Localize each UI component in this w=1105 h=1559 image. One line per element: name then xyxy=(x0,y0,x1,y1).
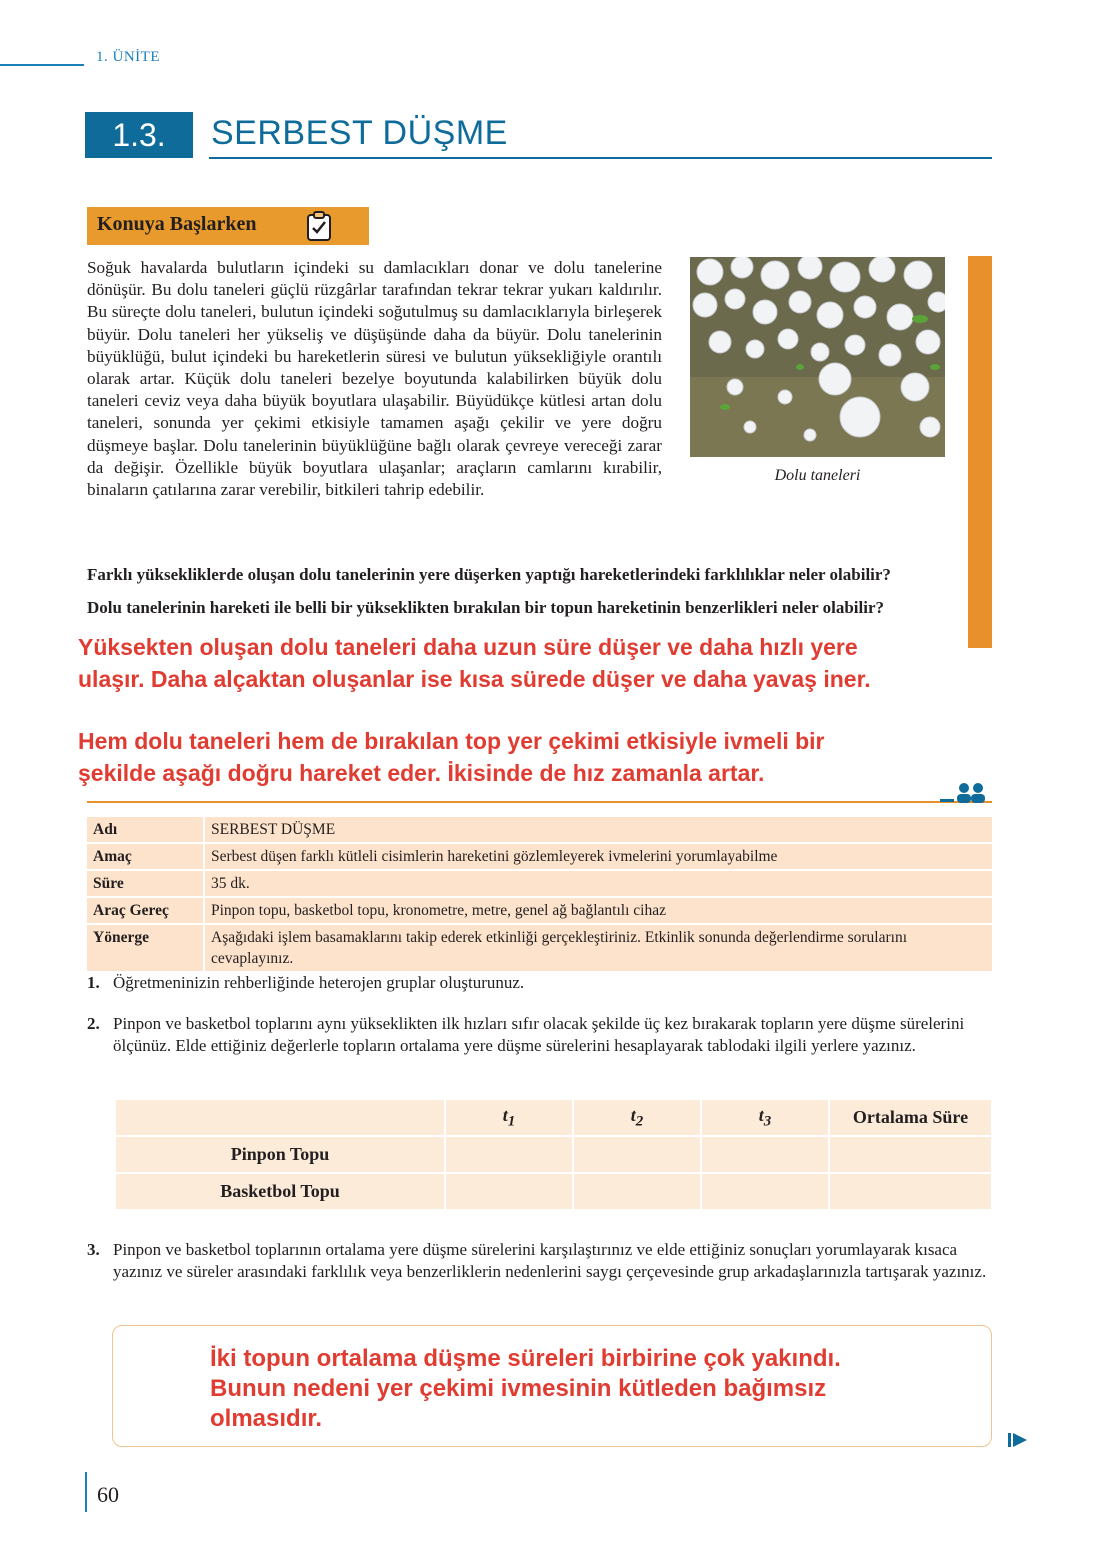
table-row xyxy=(116,1174,991,1209)
info-value: SERBEST DÜŞME xyxy=(205,817,992,842)
cell-input[interactable] xyxy=(574,1174,700,1209)
answer-1-line-1: Yüksekten oluşan dolu taneleri daha uzun süre düşer ve daha hızlı yere xyxy=(78,634,858,660)
info-key: Süre xyxy=(87,871,203,896)
side-accent-bar xyxy=(968,256,992,648)
page-number-rule xyxy=(85,1472,87,1512)
step-text: Pinpon ve basketbol toplarını aynı yükseklikten ilk hızları sıfır olacak şekilde üç kez bırakarak topların yere düşme sürelerini ölçünüz. Elde ettiğiniz değerlerle topların ortalama yere düşme sürelerini hesaplayarak tablodaki ilgili yerlere yazınız. xyxy=(113,1014,965,1055)
info-value: Pinpon topu, basketbol topu, kronometre, metre, genel ağ bağlantılı cihaz xyxy=(205,898,992,923)
info-value: Serbest düşen farklı kütleli cisimlerin hareketini gözlemleyerek ivmelerini yorumlayabilme xyxy=(205,844,992,869)
col-t2: $t_2$ xyxy=(574,1100,700,1135)
activity-info-table xyxy=(85,815,994,973)
cell-input[interactable] xyxy=(830,1174,991,1209)
cell-input[interactable] xyxy=(830,1137,991,1172)
table-header-row xyxy=(116,1100,991,1135)
section-title: SERBEST DÜŞME xyxy=(211,114,508,152)
col-t1: $t_1$ xyxy=(446,1100,572,1135)
clipboard-check-icon xyxy=(303,210,335,242)
question-1: Farklı yüksekliklerde oluşan dolu tanelerinin yere düşerken yaptığı hareketlerindeki farklılıklar neler olabilir? xyxy=(87,565,891,584)
step-number: 3. xyxy=(87,1240,100,1259)
col-average: Ortalama Süre xyxy=(830,1100,991,1135)
info-key: Amaç xyxy=(87,844,203,869)
photo-caption: Dolu taneleri xyxy=(774,467,861,484)
answer-3-line-3: olmasıdır. xyxy=(210,1405,323,1432)
step-text: Öğretmeninizin rehberliğinde heterojen gruplar oluşturunuz. xyxy=(113,973,525,992)
activity-rule xyxy=(87,801,992,803)
page-number: 60 xyxy=(97,1482,119,1507)
table-row xyxy=(87,898,992,923)
table-row xyxy=(87,871,992,896)
info-key: Yönerge xyxy=(87,925,203,971)
hail-photo xyxy=(690,257,945,457)
cell-input[interactable] xyxy=(574,1137,700,1172)
next-page-arrow-icon xyxy=(1008,1432,1028,1448)
info-value: 35 dk. xyxy=(205,871,992,896)
step-number: 2. xyxy=(87,1014,100,1033)
answer-1-line-2: ulaşır. Daha alçaktan oluşanlar ise kısa sürede düşer ve daha yavaş iner. xyxy=(78,666,871,692)
group-people-icon xyxy=(940,782,992,804)
step-2 xyxy=(87,1013,992,1057)
step-3 xyxy=(87,1239,992,1283)
answer-3 xyxy=(210,1344,841,1434)
table-row xyxy=(87,817,992,842)
cell-input[interactable] xyxy=(446,1174,572,1209)
answer-box[interactable] xyxy=(112,1325,992,1447)
info-key: Araç Gereç xyxy=(87,898,203,923)
header-rule xyxy=(0,64,84,66)
answer-2-line-2: şekilde aşağı doğru hareket eder. İkisinde de hız zamanla artar. xyxy=(78,760,765,786)
row-label: Basketbol Topu xyxy=(116,1174,444,1209)
step-number: 1. xyxy=(87,973,100,992)
table-row xyxy=(87,844,992,869)
intro-paragraph: Soğuk havalarda bulutların içindeki su damlacıkları donar ve dolu tanelerine dönüşür. Bu dolu taneleri güçlü rüzgârlar tarafından tekrar tekrar yukarı kaldırılır. Bu süreçte dolu taneleri, bulutun içindeki soğutulmuş su damlacıklarıyla birleşerek büyür. Dolu taneleri her yükseliş ve düşüşünde daha da büyür. Dolu tanelerinin büyüklüğü, bulut içindeki bu hareketlerin süresi ve bulutun yüksekliğiyle orantılı olarak artar. Küçük dolu taneleri bezelye boyutunda kalabilirken büyük dolu taneleri ceviz veya daha büyük boyutlara ulaşabilir. Büyüdükçe kütlesi artan dolu taneleri, sonunda yer çekimi etkisiyle tamamen aşağı çekilir ve yere doğru düşmeye başlar. Dolu tanelerinin büyüklüğüne bağlı olarak çevreye vereceği zarar da değişir. Özellikle büyük boyutlara ulaşanlar; araçların camlarını kırabilir, binaların çatılarına zarar verebilir, bitkileri tahrip edebilir. xyxy=(87,258,662,500)
unit-label: 1. ÜNİTE xyxy=(96,49,160,65)
step-text: Pinpon ve basketbol toplarının ortalama yere düşme sürelerini karşılaştırınız ve elde ettiğiniz sonuçları yorumlayarak kısaca yazınız ve süreler arasındaki farklılık veya benzerliklerin nedenlerini saygı çerçevesinde grup arkadaşlarınızla tartışarak yazınız. xyxy=(113,1240,987,1281)
section-number: 1.3. xyxy=(85,112,193,158)
table-row xyxy=(116,1137,991,1172)
title-rule xyxy=(209,157,992,159)
answer-2-line-1: Hem dolu taneleri hem de bırakılan top yer çekimi etkisiyle ivmeli bir xyxy=(78,728,825,754)
step-1 xyxy=(87,972,992,994)
results-table xyxy=(114,1098,993,1211)
cell-input[interactable] xyxy=(702,1137,828,1172)
info-value: Aşağıdaki işlem basamaklarını takip ederek etkinliği gerçekleştiriniz. Etkinlik sonunda değerlendirme sorularını cevaplayınız. xyxy=(205,925,992,971)
cell-input[interactable] xyxy=(702,1174,828,1209)
info-key: Adı xyxy=(87,817,203,842)
table-row xyxy=(87,925,992,971)
cell-input[interactable] xyxy=(446,1137,572,1172)
answer-3-line-1: İki topun ortalama düşme süreleri birbirine çok yakındı. xyxy=(210,1345,841,1372)
col-t3: $t_3$ xyxy=(702,1100,828,1135)
intro-header-title: Konuya Başlarken xyxy=(97,213,257,235)
question-2: Dolu tanelerinin hareketi ile belli bir yükseklikten bırakılan bir topun hareketinin benzerlikleri neler olabilir? xyxy=(87,598,885,617)
answer-3-line-2: Bunun nedeni yer çekimi ivmesinin kütleden bağımsız xyxy=(210,1375,827,1402)
row-label: Pinpon Topu xyxy=(116,1137,444,1172)
